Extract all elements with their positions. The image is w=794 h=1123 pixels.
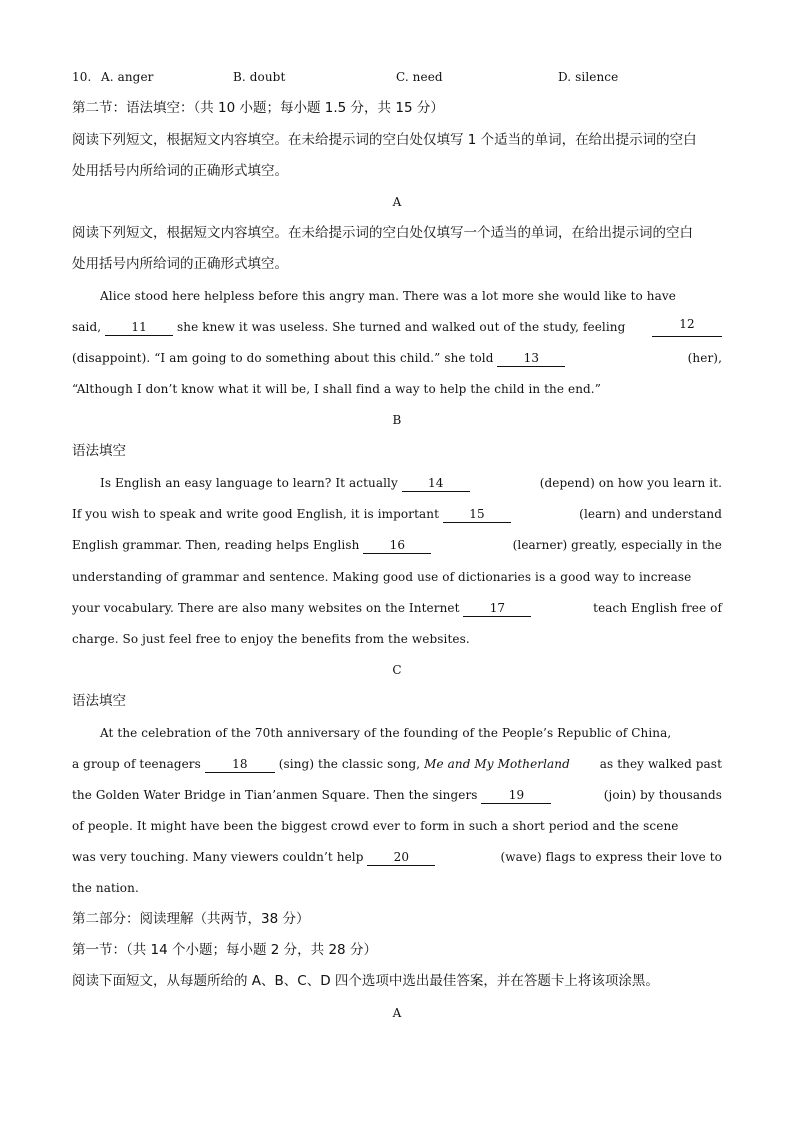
text: was very touching. Many viewers couldn’t help — [72, 850, 364, 864]
section2-instruction-1: 阅读下列短文，根据短文内容填空。在未给提示词的空白处仅填写 1 个适当的单词，在给出提示词的空白 — [72, 132, 697, 148]
passage-c-line-6: the nation. — [72, 881, 139, 895]
section2-header: 第二节：语法填空：（共 10 小题；每小题 1.5 分，共 15 分） — [72, 100, 444, 116]
text: (learner) greatly, especially in the — [512, 538, 722, 552]
blank-14[interactable]: 14 — [402, 476, 470, 492]
blank-18[interactable]: 18 — [205, 757, 275, 773]
blank-13[interactable]: 13 — [497, 351, 565, 367]
text: (join) by thousands — [603, 788, 722, 802]
passage-b-line-4: understanding of grammar and sentence. Making good use of dictionaries is a good way to increase — [72, 570, 692, 584]
passage-c-letter: C — [392, 663, 402, 677]
passage-b-line-2 — [72, 504, 722, 524]
text: the Golden Water Bridge in Tian’anmen Square. Then the singers — [72, 788, 478, 802]
song-title: Me and My Motherland — [424, 757, 570, 771]
text: English grammar. Then, reading helps English — [72, 538, 360, 552]
passage-b-line-1 — [100, 473, 722, 493]
option-a: A. anger — [101, 70, 154, 84]
text: (her), — [687, 351, 722, 365]
passage-a-letter: A — [392, 195, 402, 209]
passage-c-line-4: of people. It might have been the biggest crowd ever to form in such a short period and the scene — [72, 819, 679, 833]
passage-a-line-3 — [72, 348, 722, 368]
section2-instruction-2: 处用括号内所给词的正确形式填空。 — [72, 163, 288, 179]
text: (learn) and understand — [579, 507, 722, 521]
part2-letter: A — [392, 1006, 402, 1020]
part2-header: 第二部分：阅读理解（共两节，38 分） — [72, 911, 310, 927]
passage-a-instruction-1: 阅读下列短文，根据短文内容填空。在未给提示词的空白处仅填写一个适当的单词，在给出提示词的空白 — [72, 225, 693, 241]
text: she knew it was useless. She turned and walked out of the study, feeling — [177, 320, 626, 334]
passage-c-line-2 — [72, 754, 722, 774]
text: If you wish to speak and write good English, it is important — [72, 507, 440, 521]
option-b: B. doubt — [233, 70, 286, 84]
text: (depend) on how you learn it. — [539, 476, 722, 490]
blank-19[interactable]: 19 — [481, 788, 551, 804]
text: (sing) the classic song, — [278, 757, 421, 771]
passage-c-line-1: At the celebration of the 70th anniversary of the founding of the People’s Republic of China, — [100, 726, 672, 740]
option-c: C. need — [396, 70, 443, 84]
passage-b-line-5 — [72, 598, 722, 618]
passage-a-line-2 — [72, 317, 722, 337]
text: Is English an easy language to learn? It actually — [100, 476, 398, 490]
blank-11[interactable]: 11 — [105, 320, 173, 336]
text: your vocabulary. There are also many websites on the Internet — [72, 601, 460, 615]
passage-a-instruction-2: 处用括号内所给词的正确形式填空。 — [72, 256, 288, 272]
passage-a-line-1: Alice stood here helpless before this angry man. There was a lot more she would like to have — [100, 289, 676, 303]
passage-a-line-4: “Although I don’t know what it will be, I shall find a way to help the child in the end.” — [72, 382, 601, 396]
passage-c-line-3 — [72, 785, 722, 805]
blank-16[interactable]: 16 — [363, 538, 431, 554]
passage-b-line-6: charge. So just feel free to enjoy the benefits from the websites. — [72, 632, 470, 646]
question-number: 10. — [72, 70, 92, 84]
passage-b-line-3 — [72, 535, 722, 555]
blank-20[interactable]: 20 — [367, 850, 435, 866]
part2-instruction: 阅读下面短文，从每题所给的 A、B、C、D 四个选项中选出最佳答案，并在答题卡上将该项涂黑。 — [72, 973, 659, 989]
text: teach English free of — [593, 601, 722, 615]
text: as they walked past — [599, 757, 722, 771]
passage-b-letter: B — [392, 413, 402, 427]
passage-b-title: 语法填空 — [72, 443, 126, 459]
blank-17[interactable]: 17 — [463, 601, 531, 617]
blank-15[interactable]: 15 — [443, 507, 511, 523]
blank-12[interactable]: 12 — [652, 317, 722, 337]
text: (disappoint). “I am going to do something about this child.” she told — [72, 351, 494, 365]
text: a group of teenagers — [72, 757, 201, 771]
option-d: D. silence — [558, 70, 619, 84]
text: said, — [72, 320, 102, 334]
part2-section1: 第一节：（共 14 个小题；每小题 2 分，共 28 分） — [72, 942, 377, 958]
passage-c-line-5 — [72, 847, 722, 867]
text: (wave) flags to express their love to — [500, 850, 722, 864]
passage-c-title: 语法填空 — [72, 693, 126, 709]
